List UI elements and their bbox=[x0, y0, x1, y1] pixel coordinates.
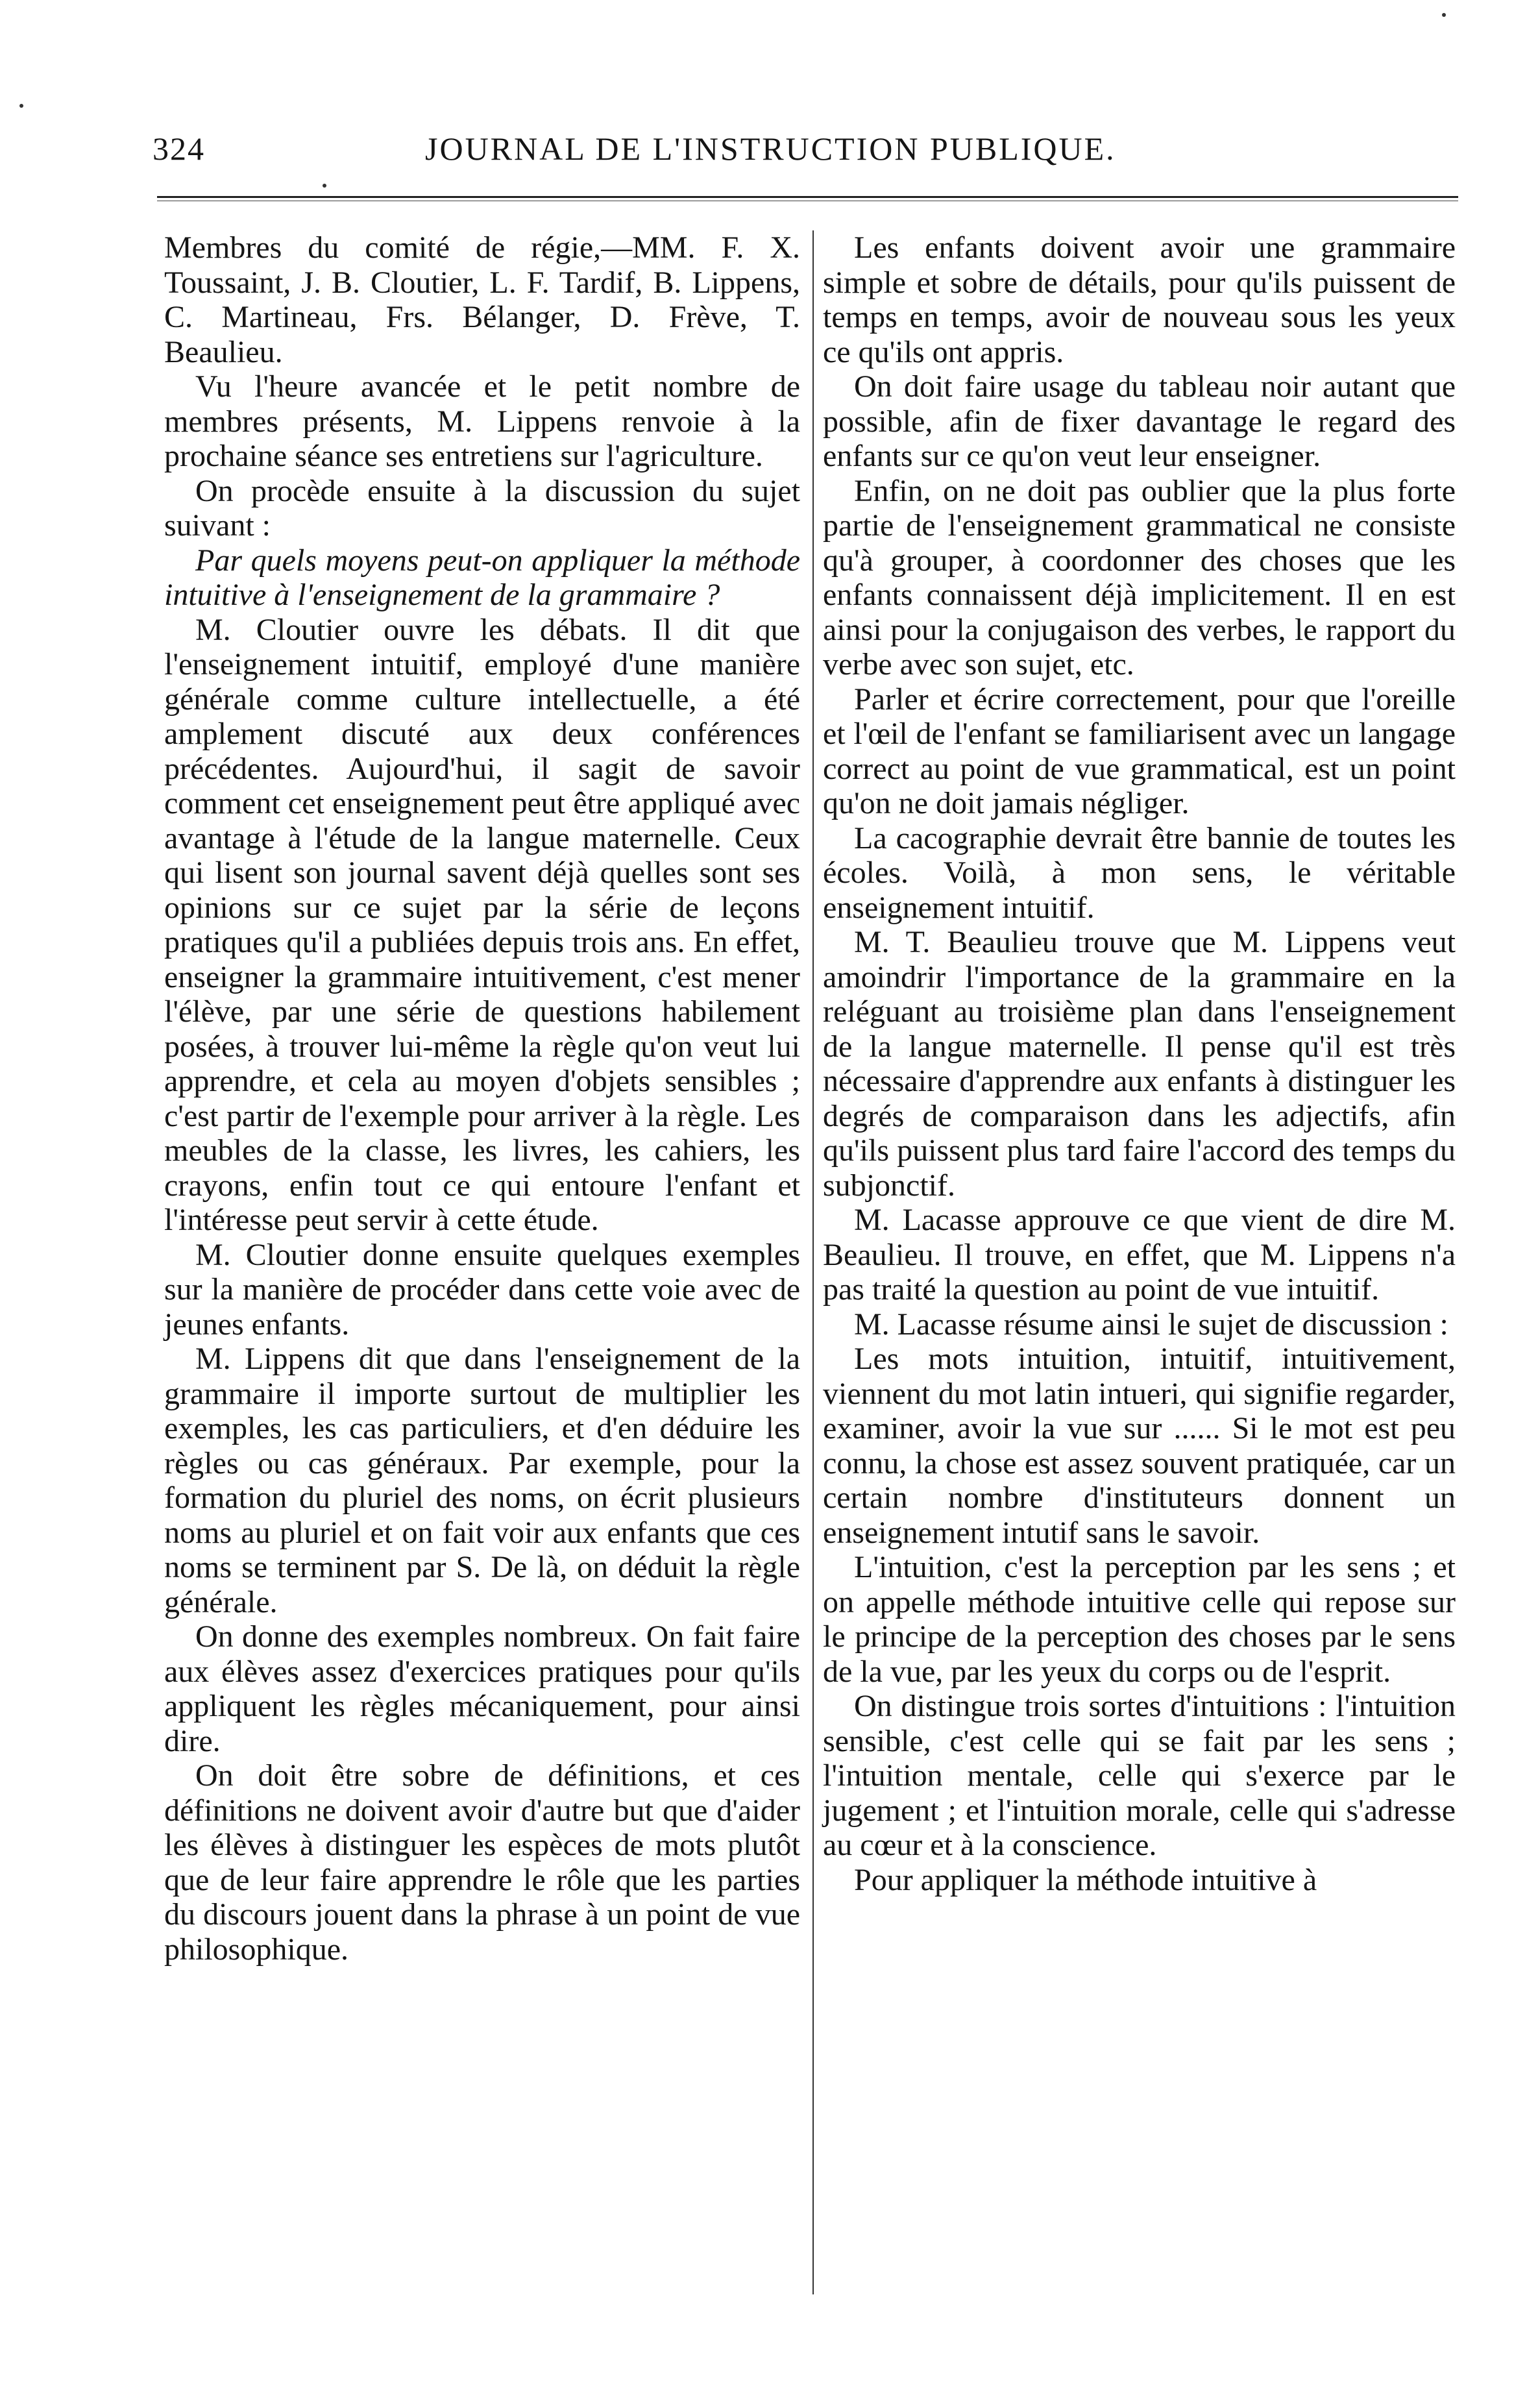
paragraph: On distingue trois sortes d'intuitions : l'intuition sensible, c'est celle qui se fait par les sens ; l'intuition mentale, celle qui s'exerce par le jugement ; et l'intuition morale, celle qui s'adresse au cœur et à la conscience. bbox=[823, 1689, 1456, 1862]
paragraph: On doit être sobre de définitions, et ces définitions ne doivent avoir d'autre but que d'aider les élèves à distinguer les espèces de mots plutôt que de leur faire apprendre le rôle que les parties du discours jouent dans la phrase à un point de vue philosophique. bbox=[164, 1758, 800, 1967]
page-number: 324 bbox=[153, 130, 205, 167]
print-speck bbox=[323, 184, 326, 188]
discussion-question: Par quels moyens peut-on appliquer la méthode intuitive à l'enseignement de la grammaire ? bbox=[164, 543, 800, 612]
paragraph: Les mots intuition, intuitif, intuitivement, viennent du mot latin intueri, qui signifie regarder, examiner, avoir la vue sur ...... Si le mot est peu connu, la chose est assez souvent pratiquée, car un certain nombre d'instituteurs donnent un enseignement intutif sans le savoir. bbox=[823, 1342, 1456, 1550]
running-head: JOURNAL DE L'INSTRUCTION PUBLIQUE. bbox=[425, 130, 1116, 167]
paragraph: M. Lippens dit que dans l'enseignement de la grammaire il importe surtout de multiplier les exemples, les cas particuliers, et d'en déduire les règles ou cas généraux. Par exemple, pour la formation du pluriel des noms, on écrit plusieurs noms au pluriel et on fait voir aux enfants que ces noms se terminent par S. De là, on déduit la règle générale. bbox=[164, 1342, 800, 1619]
page-header bbox=[153, 130, 1457, 188]
paragraph: Les enfants doivent avoir une grammaire simple et sobre de détails, pour qu'ils puissent de temps en temps, avoir de nouveau sous les yeux ce qu'ils ont appris. bbox=[823, 230, 1456, 369]
column-divider bbox=[812, 230, 814, 2294]
paragraph: Enfin, on ne doit pas oublier que la plus forte partie de l'enseignement grammatical ne consiste qu'à grouper, à coordonner des choses que les enfants connaissent déjà implicitement. Il en est ainsi pour la conjugaison des verbes, le rapport du verbe avec son sujet, etc. bbox=[823, 473, 1456, 682]
right-column bbox=[823, 230, 1456, 1897]
print-speck bbox=[19, 104, 23, 108]
paragraph: Membres du comité de régie,—MM. F. X. Toussaint, J. B. Cloutier, L. F. Tardif, B. Lippens, C. Martineau, Frs. Bélanger, D. Frève, T. Beaulieu. bbox=[164, 230, 800, 369]
paragraph: Pour appliquer la méthode intuitive à bbox=[854, 1862, 1317, 1897]
paragraph: Vu l'heure avancée et le petit nombre de membres présents, M. Lippens renvoie à la prochaine séance ses entretiens sur l'agriculture. bbox=[164, 369, 800, 473]
paragraph: On donne des exemples nombreux. On fait faire aux élèves assez d'exercices pratiques pour qu'ils appliquent les règles mécaniquement, pour ainsi dire. bbox=[164, 1619, 800, 1758]
paragraph: M. Cloutier donne ensuite quelques exemples sur la manière de procéder dans cette voie avec de jeunes enfants. bbox=[164, 1237, 800, 1342]
paragraph: M. Cloutier ouvre les débats. Il dit que l'enseignement intuitif, employé d'une manière générale comme culture intellectuelle, a été amplement discuté aux deux conférences précédentes. Aujourd'hui, il sagit de savoir comment cet enseignement peut être appliqué avec avantage à l'étude de la langue maternelle. Ceux qui lisent son journal savent déjà quelles sont ses opinions sur ce sujet par la série de leçons pratiques qu'il a publiées depuis trois ans. En effet, enseigner la grammaire intuitivement, c'est mener l'élève, par une série de questions habilement posées, à trouver lui-même la règle qu'on veut lui apprendre, et cela au moyen d'objets sensibles ; c'est partir de l'exemple pour arriver à la règle. Les meubles de la classe, les livres, les cahiers, les crayons, enfin tout ce qui entoure l'enfant et l'intéresse peut servir à cette étude. bbox=[164, 612, 800, 1237]
paragraph: M. Lacasse approuve ce que vient de dire M. Beaulieu. Il trouve, en effet, que M. Lippens n'a pas traité la question au point de vue intuitif. bbox=[823, 1203, 1456, 1307]
paragraph: On procède ensuite à la discussion du sujet suivant : bbox=[164, 473, 800, 543]
print-speck bbox=[1442, 13, 1446, 17]
paragraph: M. T. Beaulieu trouve que M. Lippens veut amoindrir l'importance de la grammaire en la reléguant au troisième plan dans l'enseignement de la langue maternelle. Il pense qu'il est très nécessaire d'apprendre aux enfants à distinguer les degrés de comparaison dans les adjectifs, afin qu'ils puissent plus tard faire l'accord des temps du subjonctif. bbox=[823, 925, 1456, 1203]
left-column bbox=[164, 230, 800, 1967]
paragraph: L'intuition, c'est la perception par les sens ; et on appelle méthode intuitive celle qui repose sur le principe de la perception des choses par le sens de la vue, par les yeux du corps ou de l'esprit. bbox=[823, 1550, 1456, 1689]
paragraph: On doit faire usage du tableau noir autant que possible, afin de fixer davantage le regard des enfants sur ce qu'on veut leur enseigner. bbox=[823, 369, 1456, 473]
paragraph: La cacographie devrait être bannie de toutes les écoles. Voilà, à mon sens, le véritable enseignement intuitif. bbox=[823, 820, 1456, 925]
paragraph: M. Lacasse résume ainsi le sujet de discussion : bbox=[854, 1307, 1448, 1342]
header-rule bbox=[157, 196, 1458, 198]
paragraph: Parler et écrire correctement, pour que l'oreille et l'œil de l'enfant se familiarisent avec un langage correct au point de vue grammatical, est un point qu'on ne doit jamais négliger. bbox=[823, 682, 1456, 820]
